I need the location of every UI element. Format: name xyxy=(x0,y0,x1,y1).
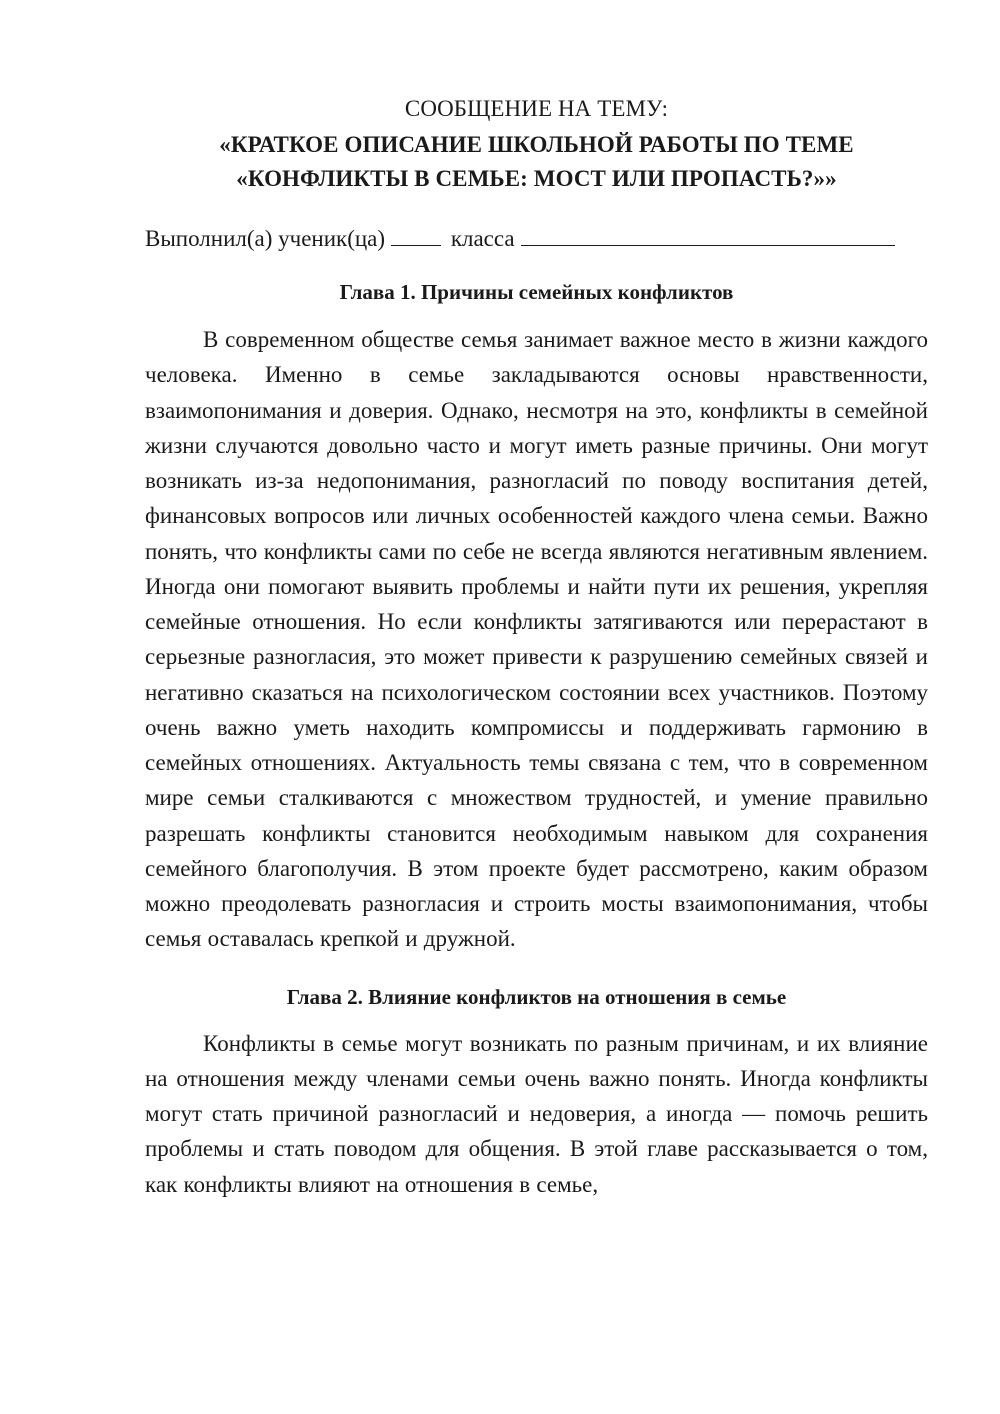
chapter-1-title: Глава 1. Причины семейных конфликтов xyxy=(339,280,734,304)
name-blank xyxy=(521,223,895,246)
performer-line xyxy=(145,222,928,256)
class-label: класса xyxy=(450,226,515,251)
chapter-1-paragraph: В современном обществе семья занимает важное место в жизни каждого человека. Именно в семье закладываются основы нравственности, взаимопонимания и доверия. Однако, несмотря на это, конфликты в семейной жизни случаются довольно часто и могут иметь разные причины. Они могут возникать из-за недопонимания, разногласий по поводу воспитания детей, финансовых вопросов или личных особенностей каждого члена семьи. Важно понять, что конфликты сами по себе не всегда являются негативным явлением. Иногда они помогают выявить проблемы и найти пути их решения, укрепляя семейные отношения. Но если конфликты затягиваются или перерастают в серьезные разногласия, это может привести к разрушению семейных связей и негативно сказаться на психологическом состоянии всех участников. Поэтому очень важно уметь находить компромиссы и поддерживать гармонию в семейных отношениях. Актуальность темы связана с тем, что в современном мире семьи сталкиваются с множеством трудностей, и умение правильно разрешать конфликты становится необходимым навыком для сохранения семейного благополучия. В этом проекте будет рассмотрено, каким образом можно преодолевать разногласия и строить мосты взаимопонимания, чтобы семья оставалась крепкой и дружной. xyxy=(145,327,928,952)
report-title-line-2: «КОНФЛИКТЫ В СЕМЬЕ: МОСТ ИЛИ ПРОПАСТЬ?»» xyxy=(236,166,837,191)
chapter-2-title: Глава 2. Влияние конфликтов на отношения в семье xyxy=(286,984,787,1009)
performer-label: Выполнил(а) ученик(ца) xyxy=(145,226,386,251)
grade-blank xyxy=(391,223,441,246)
report-title-line-1: «КРАТКОЕ ОПИСАНИЕ ШКОЛЬНОЙ РАБОТЫ ПО ТЕМЕ xyxy=(219,132,854,157)
chapter-2-paragraph: Конфликты в семье могут возникать по разным причинам, и их влияние на отношения между членами семьи очень важно понять. Иногда конфликты могут стать причиной разногласий и недоверия, а иногда — помочь решить проблемы и стать поводом для общения. В этой главе рассказывается о том, как конфликты влияют на отношения в семье, xyxy=(145,1030,928,1197)
document-content xyxy=(145,92,928,1202)
report-topic-heading: СООБЩЕНИЕ НА ТЕМУ: xyxy=(404,96,669,121)
